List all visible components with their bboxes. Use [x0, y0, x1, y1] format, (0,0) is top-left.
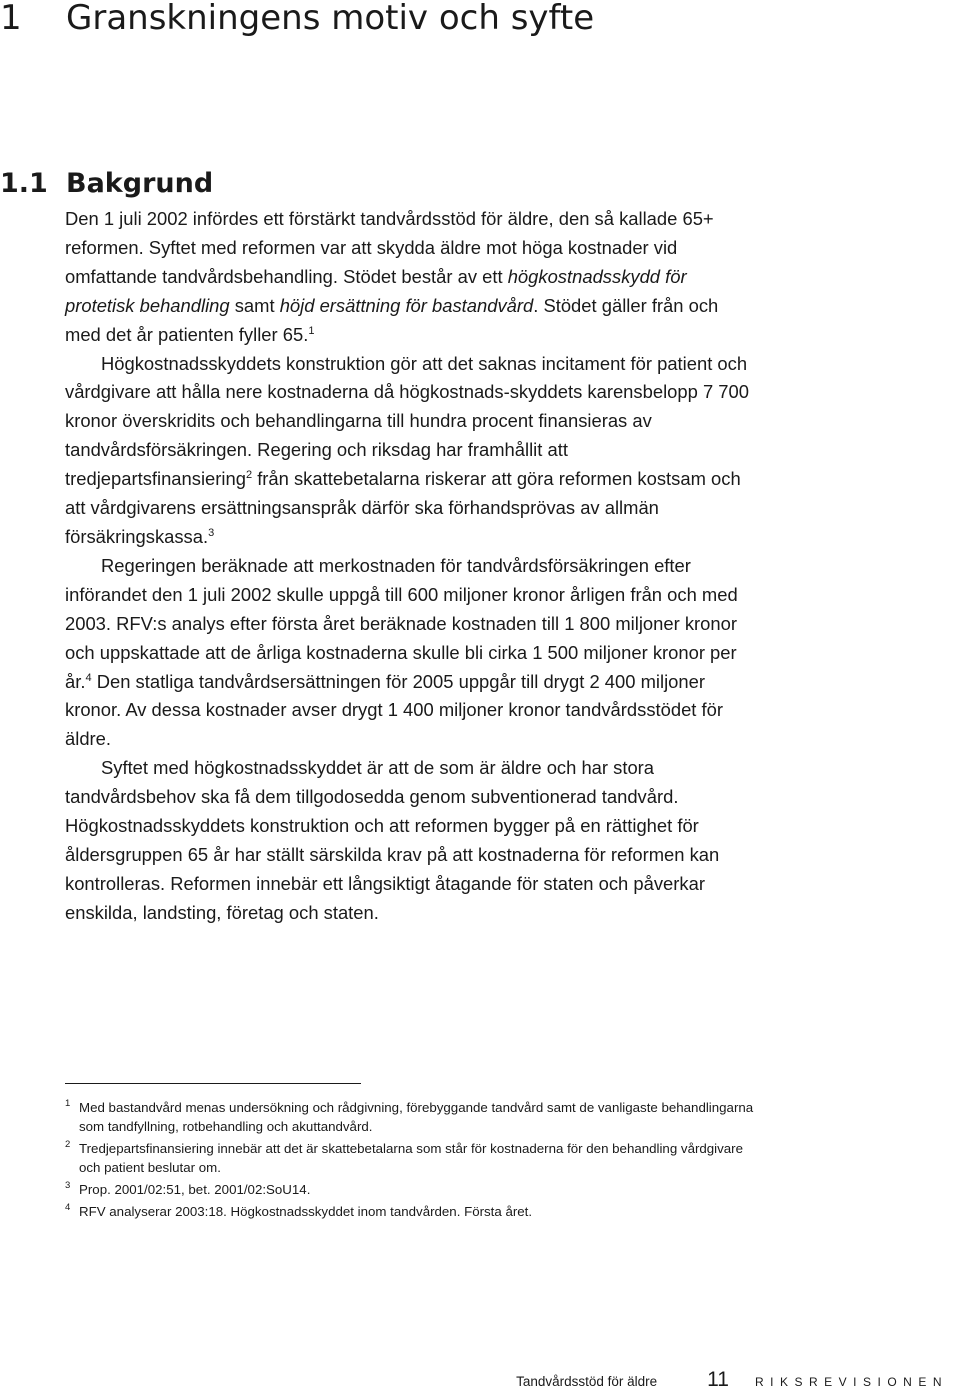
paragraph-3: [65, 552, 755, 754]
footnote-text: Med bastandvård menas undersökning och rådgivning, förebyggande tandvård samt de vanligaste behandlingarna som tandfyllning, rotbehandling och akuttandvård.: [79, 1100, 754, 1134]
footnote-text: RFV analyserar 2003:18. Högkostnadsskyddet inom tandvården. Första året.: [79, 1204, 533, 1219]
section-title: Bakgrund: [66, 168, 214, 199]
footnote-number: 2: [65, 1139, 71, 1150]
paragraph-1-text-c: samt: [229, 294, 280, 316]
footnote-text: Tredjepartsfinansiering innebär att det är skattebetalarna som står för kostnaderna för den behandling vårdgivare och patient beslutar om.: [79, 1141, 744, 1175]
paragraph-2: [65, 350, 755, 552]
footnote-2: [65, 1139, 765, 1177]
paragraph-1-italic-term-b: höjd ersättning för bastandvård: [279, 294, 534, 316]
paragraph-3-text-b: Den statliga tandvårdsersättningen för 2005 uppgår till drygt 2 400 miljoner kronor. Av dessa kostnader avser drygt 1 400 miljoner kronor tandvårdsstödet för äldre.: [65, 670, 723, 750]
footnote-text: Prop. 2001/02:51, bet. 2001/02:SoU14.: [79, 1182, 311, 1197]
chapter-title: Granskningens motiv och syfte: [66, 0, 595, 38]
page-number: 11: [707, 1368, 729, 1391]
paragraph-1-italic-term-a: högkostnadsskydd för protetisk behandling: [65, 265, 687, 316]
footnote-1: [65, 1098, 765, 1136]
footnote-number: 1: [65, 1098, 71, 1109]
footnote-number: 4: [65, 1202, 71, 1213]
paragraph-2-text-b: från skattebetalarna riskerar att göra reformen kostsam och att vårdgivarens ersättningsanspråk därför ska förhandsprövas av allmän försäkringskassa.: [65, 468, 741, 547]
footnotes: [65, 1098, 765, 1224]
footnote-ref-1[interactable]: 1: [308, 324, 315, 337]
footnote-ref-4[interactable]: 4: [85, 671, 92, 684]
section-heading: [0, 164, 940, 204]
paragraph-1: [65, 205, 755, 350]
paragraph-2-text-a: Högkostnadsskyddets konstruktion gör att det saknas incitament för patient och vårdgivare att hålla nere kostnaderna då högkostnads-skyddets karensbelopp 7 700 kronor överskridits och behandlingarna till hundra procent finansieras av tandvårdsförsäkringen. Regering och riksdag har framhållit att tredjepartsfinansiering: [65, 352, 749, 490]
footnote-ref-3[interactable]: 3: [208, 526, 215, 539]
footnote-number: 3: [65, 1180, 71, 1191]
footer-document-title: Tandvårdsstöd för äldre: [516, 1374, 658, 1389]
paragraph-1-text-a: Den 1 juli 2002 infördes ett förstärkt tandvårdsstöd för äldre, den så kallade 65+ reformen. Syftet med reformen var att skydda äldre mot höga kostnader vid omfattande tandvårdsbehandling. Stödet består av ett: [65, 208, 714, 287]
footnote-4: [65, 1202, 765, 1221]
footnote-ref-2[interactable]: 2: [245, 469, 253, 482]
chapter-number: 1: [0, 0, 22, 38]
paragraph-3-text-a: Regeringen beräknade att merkostnaden för tandvårdsförsäkringen efter införandet den 1 juli 2002 skulle uppgå till 600 miljoner kronor årligen från och med 2003. RFV:s analys efter första året beräknade kostnaden till 1 800 miljoner kronor och uppskattade att de årliga kostnaderna skulle bli cirka 1 500 miljoner kronor per år.: [65, 554, 738, 692]
paragraph-1-text-e: . Stödet gäller från och med det år patienten fyller 65.: [65, 294, 719, 345]
page-footer: [516, 1368, 948, 1391]
paragraph-4: Syftet med högkostnadsskyddet är att de som är äldre och har stora tandvårdsbehov ska få dem tillgodosedda genom subventionerad tandvård. Högkostnadsskyddets konstruktion och att reformen bygger på en rättighet för åldersgruppen 65 år har ställt särskilda krav på att kostnaderna för reformen kan kontrolleras. Reformen innebär ett långsiktigt åtagande för staten och påverkar enskilda, landsting, företag och staten.: [65, 757, 720, 923]
body-text: [65, 205, 755, 928]
chapter-heading: [0, 0, 940, 42]
footnote-3: [65, 1180, 765, 1199]
section-number: 1.1: [0, 168, 48, 199]
footer-organization: RIKSREVISIONEN: [754, 1375, 948, 1389]
footnote-divider: [65, 1083, 361, 1084]
